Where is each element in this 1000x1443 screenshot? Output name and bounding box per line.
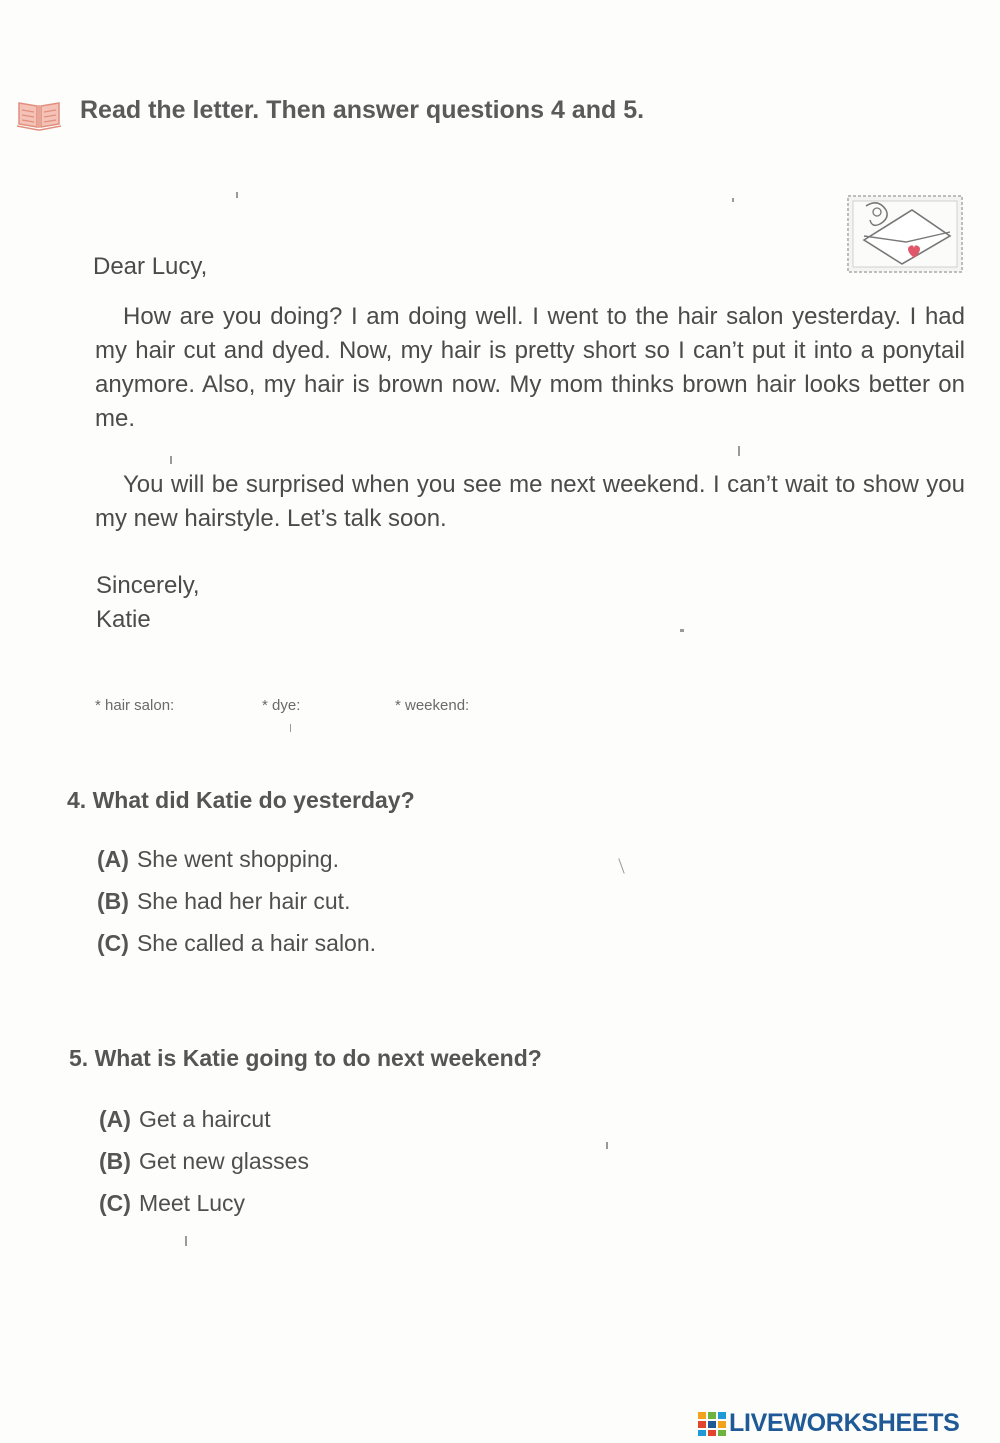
- instruction-heading: Read the letter. Then answer questions 4 and 5.: [80, 96, 645, 124]
- liveworksheets-logo: [698, 1409, 960, 1437]
- scan-speck: [732, 198, 734, 202]
- logo-squares-icon: [698, 1412, 726, 1436]
- option-letter: (C): [97, 930, 129, 956]
- option-text: She went shopping.: [136, 846, 339, 872]
- letter-signature: Katie: [96, 606, 151, 633]
- glossary-item-hair-salon: * hair salon:: [95, 697, 175, 714]
- option-text: She had her hair cut.: [136, 888, 351, 914]
- scan-speck: [680, 629, 684, 632]
- envelope-heart-stamp-icon: [846, 194, 964, 274]
- question-4-option-b[interactable]: [97, 888, 350, 915]
- question-4-option-a[interactable]: [97, 846, 339, 873]
- scan-speck: [170, 456, 172, 464]
- glossary-item-dye: * dye:: [262, 697, 301, 714]
- scan-speck: [290, 724, 291, 732]
- question-4-title: 4. What did Katie do yesterday?: [67, 787, 415, 813]
- option-letter: (A): [97, 846, 129, 872]
- scan-speck: [185, 1236, 187, 1246]
- open-book-icon: [16, 97, 62, 131]
- scan-speck: [236, 192, 238, 198]
- question-5-option-b[interactable]: [99, 1148, 309, 1175]
- option-letter: (B): [99, 1148, 131, 1174]
- option-letter: (C): [99, 1190, 131, 1216]
- letter-paragraph-1: How are you doing? I am doing well. I went to the hair salon yesterday. I had my hair cut and dyed. Now, my hair is pretty short so I can’t put it into a ponytail anymore. Also, my hair is brown now. My mom thinks brown hair looks better on me.: [95, 303, 965, 432]
- letter-greeting: Dear Lucy,: [93, 253, 208, 280]
- question-5-option-c[interactable]: [99, 1190, 245, 1217]
- letter-paragraph-2: You will be surprised when you see me next weekend. I can’t wait to show you my new hairstyle. Let’s talk soon.: [95, 471, 965, 532]
- scan-speck: [606, 1142, 608, 1149]
- question-4-option-c[interactable]: [97, 930, 376, 957]
- question-5-title: 5. What is Katie going to do next weekend?: [69, 1045, 542, 1071]
- glossary-item-weekend: * weekend:: [395, 697, 470, 714]
- option-text: She called a hair salon.: [136, 930, 377, 956]
- question-5-option-a[interactable]: [99, 1106, 271, 1133]
- option-text: Get new glasses: [138, 1148, 309, 1174]
- letter-closing: Sincerely,: [96, 572, 200, 599]
- option-letter: (B): [97, 888, 129, 914]
- logo-text: LIVEWORKSHEETS: [729, 1409, 960, 1437]
- option-text: Meet Lucy: [138, 1190, 246, 1216]
- option-text: Get a haircut: [138, 1106, 271, 1132]
- scan-speck: [618, 858, 624, 873]
- scan-speck: [738, 446, 740, 456]
- option-letter: (A): [99, 1106, 131, 1132]
